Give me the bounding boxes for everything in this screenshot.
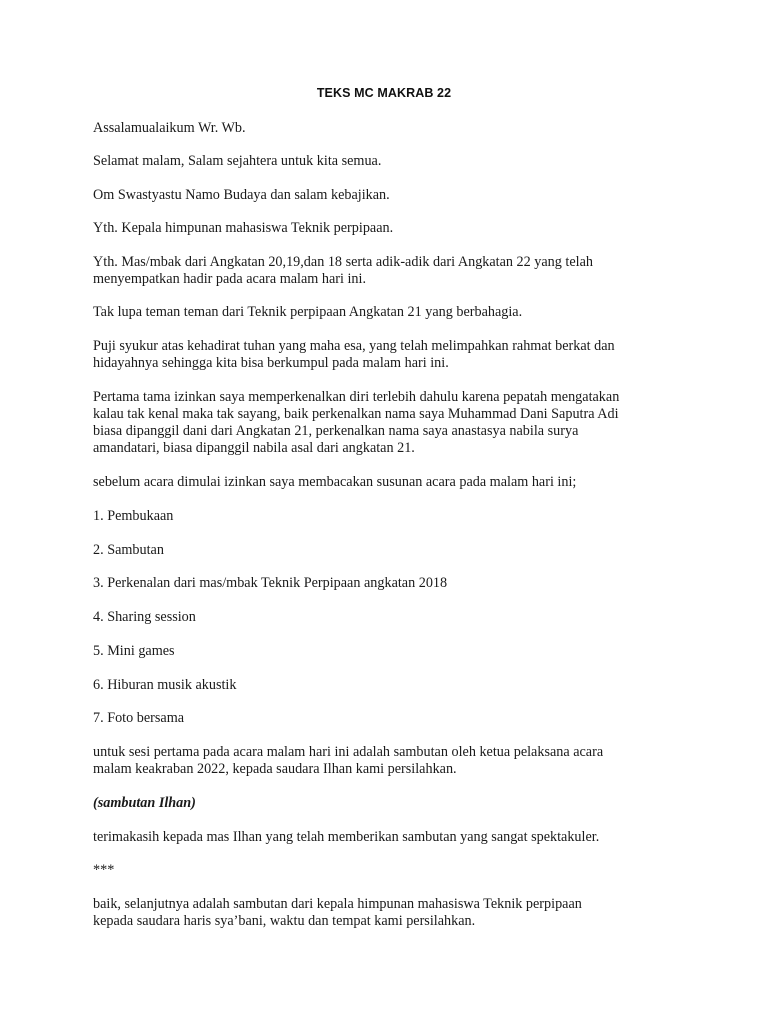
paragraph-line: Om Swastyastu Namo Budaya dan salam kebajikan. <box>93 187 390 203</box>
paragraph-line: sebelum acara dimulai izinkan saya membacakan susunan acara pada malam hari ini; <box>93 474 577 490</box>
paragraph-line: menyempatkan hadir pada acara malam hari ini. <box>93 271 366 287</box>
paragraph-line: malam keakraban 2022, kepada saudara Ilhan kami persilahkan. <box>93 761 457 777</box>
paragraph-line: Puji syukur atas kehadirat tuhan yang maha esa, yang telah melimpahkan rahmat berkat dan <box>93 338 615 354</box>
list-item-sharing-session <box>93 609 196 626</box>
paragraph-selanjutnya <box>93 896 582 930</box>
paragraph-line: 7. Foto bersama <box>93 710 185 726</box>
paragraph-line: terimakasih kepada mas Ilhan yang telah memberikan sambutan yang sangat spektakuler. <box>93 829 600 845</box>
paragraph-line: Pertama tama izinkan saya memperkenalkan diri terlebih dahulu karena pepatah mengatakan <box>93 389 620 405</box>
document-title: TEKS MC MAKRAB 22 <box>316 86 452 100</box>
paragraph-line: Yth. Mas/mbak dari Angkatan 20,19,dan 18 serta adik-adik dari Angkatan 22 yang telah <box>93 254 593 270</box>
paragraph-perkenalan <box>93 389 619 457</box>
paragraph-line: 1. Pembukaan <box>93 508 174 524</box>
paragraph-om-swastyastu <box>93 187 390 204</box>
list-item-mini-games <box>93 643 175 660</box>
paragraph-line: baik, selanjutnya adalah sambutan dari kepala himpunan mahasiswa Teknik perpipaan <box>93 896 582 912</box>
list-item-perkenalan <box>93 575 447 592</box>
list-item-pembukaan <box>93 508 173 525</box>
list-item-foto-bersama <box>93 710 184 727</box>
paragraph-line: Selamat malam, Salam sejahtera untuk kita semua. <box>93 153 382 169</box>
paragraph-line: untuk sesi pertama pada acara malam hari ini adalah sambutan oleh ketua pelaksana acara <box>93 744 604 760</box>
paragraph-separator <box>93 862 114 879</box>
paragraph-line: 2. Sambutan <box>93 542 164 558</box>
paragraph-line: *** <box>93 862 115 878</box>
paragraph-sesi-pertama <box>93 744 603 778</box>
paragraph-susunan-acara <box>93 474 576 491</box>
paragraph-line: 5. Mini games <box>93 643 175 659</box>
paragraph-greeting <box>93 120 246 137</box>
paragraph-line: biasa dipanggil dani dari Angkatan 21, perkenalkan nama saya anastasya nabila surya <box>93 423 579 439</box>
list-item-hiburan <box>93 677 236 694</box>
paragraph-sambutan-ilhan <box>93 795 196 812</box>
paragraph-line: Yth. Kepala himpunan mahasiswa Teknik perpipaan. <box>93 220 394 236</box>
paragraph-tak-lupa <box>93 304 522 321</box>
paragraph-line: 3. Perkenalan dari mas/mbak Teknik Perpipaan angkatan 2018 <box>93 575 448 591</box>
paragraph-line: kalau tak kenal maka tak sayang, baik perkenalkan nama saya Muhammad Dani Saputra Adi <box>93 406 619 422</box>
paragraph-line: Tak lupa teman teman dari Teknik perpipaan Angkatan 21 yang berbahagia. <box>93 304 523 320</box>
paragraph-line: amandatari, biasa dipanggil nabila asal dari angkatan 21. <box>93 440 415 456</box>
paragraph-evening-greeting <box>93 153 381 170</box>
paragraph-line: hidayahnya sehingga kita bisa berkumpul pada malam hari ini. <box>93 355 449 371</box>
paragraph-terimakasih <box>93 829 599 846</box>
paragraph-line: 4. Sharing session <box>93 609 196 625</box>
paragraph-line: kepada saudara haris sya’bani, waktu dan tempat kami persilahkan. <box>93 913 476 929</box>
list-item-sambutan <box>93 542 164 559</box>
paragraph-line: (sambutan Ilhan) <box>93 795 196 811</box>
paragraph-line: 6. Hiburan musik akustik <box>93 677 237 693</box>
paragraph-yth-angkatan <box>93 254 593 288</box>
paragraph-line: Assalamualaikum Wr. Wb. <box>93 120 246 136</box>
paragraph-puji-syukur <box>93 338 615 372</box>
paragraph-yth-kepala <box>93 220 393 237</box>
